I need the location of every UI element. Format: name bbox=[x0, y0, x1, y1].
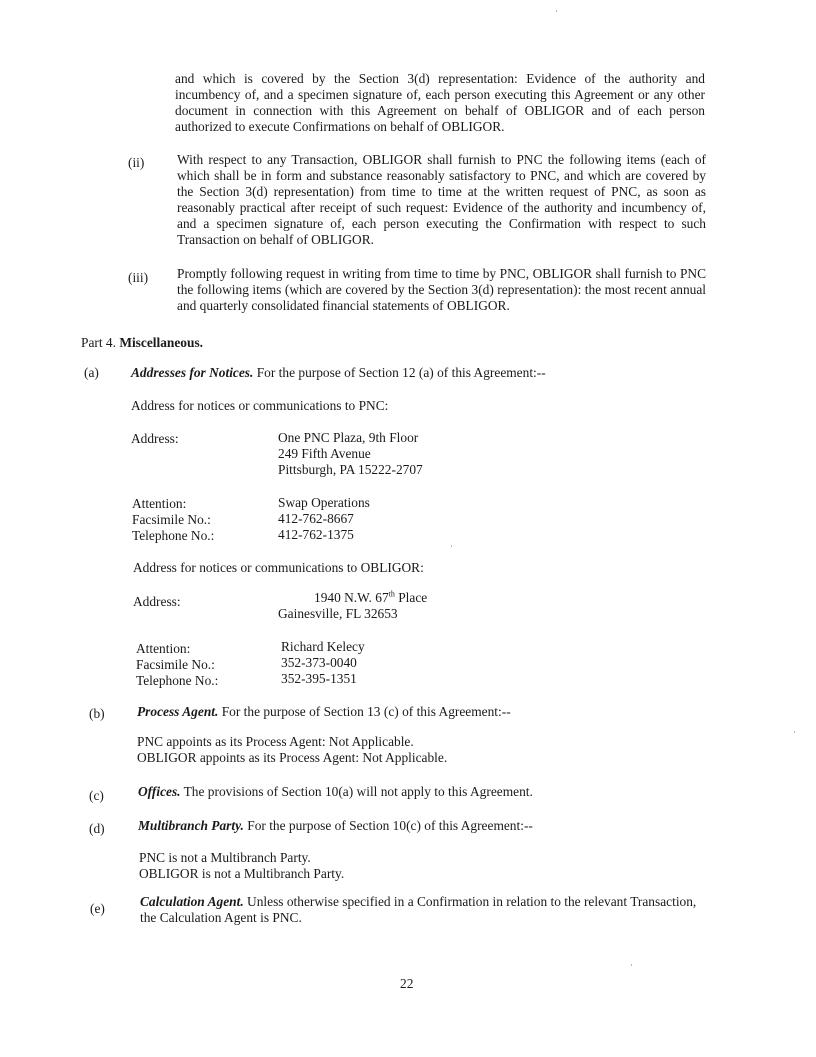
pnc-phone-value: 412-762-1375 bbox=[278, 527, 354, 542]
section-a-text: For the purpose of Section 12 (a) of this Agreement:-- bbox=[256, 365, 546, 380]
section-b-heading-line bbox=[137, 704, 511, 720]
section-a-heading-line bbox=[131, 365, 546, 381]
intro-paragraph bbox=[175, 71, 705, 135]
obligor-address-line-1-main: 1940 N.W. 67 bbox=[314, 590, 389, 605]
obligor-phone-label: Telephone No.: bbox=[136, 673, 219, 688]
obligor-phone-value: 352-395-1351 bbox=[281, 671, 357, 686]
pnc-attention-value: Swap Operations bbox=[278, 495, 370, 510]
section-d-lines bbox=[139, 850, 344, 882]
section-b-line-1: PNC appoints as its Process Agent: Not Applicable. bbox=[137, 734, 414, 749]
section-e-paragraph bbox=[140, 894, 696, 926]
scan-speck bbox=[556, 10, 557, 12]
section-b-label: (b) bbox=[89, 706, 105, 721]
section-d-heading: Multibranch Party. bbox=[138, 818, 244, 833]
pnc-contact-labels bbox=[132, 496, 214, 544]
scan-speck bbox=[794, 731, 795, 733]
section-a-heading: Addresses for Notices. bbox=[131, 365, 254, 380]
section-e-heading: Calculation Agent. bbox=[140, 894, 244, 909]
obligor-attention-label: Attention: bbox=[136, 641, 191, 656]
pnc-phone-label: Telephone No.: bbox=[132, 528, 215, 543]
obligor-contact-labels bbox=[136, 641, 218, 689]
section-a-label: (a) bbox=[84, 365, 99, 380]
obligor-address-line-2: Gainesville, FL 32653 bbox=[278, 606, 398, 621]
item-iii-paragraph bbox=[177, 266, 706, 314]
item-ii-text: With respect to any Transaction, OBLIGOR shall furnish to PNC the following items (each of which shall be in form and substance reasonably satisfactory to PNC, and which are covered by the Section 3(d) representation) from time to time at the written request of PNC, as soon as reasonably practical after receipt of such request: Evidence of the authority and incumbency of, and a specimen signature of, each person executing the Confirmation with respect to such Transaction on behalf of OBLIGOR. bbox=[177, 152, 706, 247]
item-ii-paragraph bbox=[177, 152, 706, 248]
obligor-address-ordinal: th bbox=[388, 589, 395, 599]
item-ii-label: (ii) bbox=[128, 155, 145, 170]
pnc-contact-values bbox=[278, 495, 370, 543]
obligor-address-label: Address: bbox=[133, 594, 181, 609]
section-e-label: (e) bbox=[90, 901, 105, 916]
section-b-heading: Process Agent. bbox=[137, 704, 219, 719]
pnc-fax-label: Facsimile No.: bbox=[132, 512, 211, 527]
section-d-line-2: OBLIGOR is not a Multibranch Party. bbox=[139, 866, 345, 881]
pnc-address-block bbox=[278, 430, 423, 478]
section-c-text: The provisions of Section 10(a) will not apply to this Agreement. bbox=[183, 784, 533, 799]
pnc-address-line-3: Pittsburgh, PA 15222-2707 bbox=[278, 462, 423, 477]
obligor-address-block bbox=[278, 590, 427, 622]
part4-heading bbox=[81, 335, 203, 351]
obligor-fax-label: Facsimile No.: bbox=[136, 657, 215, 672]
pnc-address-label: Address: bbox=[131, 431, 179, 446]
item-iii-label: (iii) bbox=[128, 270, 149, 285]
scan-speck bbox=[631, 964, 632, 966]
obligor-fax-value: 352-373-0040 bbox=[281, 655, 357, 670]
scan-speck bbox=[451, 545, 452, 547]
obligor-attention-value: Richard Kelecy bbox=[281, 639, 365, 654]
section-e-line-1 bbox=[140, 894, 696, 910]
pnc-address-line-2: 249 Fifth Avenue bbox=[278, 446, 371, 461]
section-e-line-2: the Calculation Agent is PNC. bbox=[140, 910, 302, 925]
section-d-line-1: PNC is not a Multibranch Party. bbox=[139, 850, 311, 865]
obligor-notice-intro: Address for notices or communications to OBLIGOR: bbox=[133, 560, 424, 575]
item-iii-text: Promptly following request in writing from time to time by PNC, OBLIGOR shall furnish to PNC the following items (which are covered by the Section 3(d) representation): the most recent annual and quarterly consolidated financial statements of OBLIGOR. bbox=[177, 266, 706, 313]
section-e-text-1: Unless otherwise specified in a Confirmation in relation to the relevant Transaction, bbox=[247, 894, 697, 909]
obligor-address-line-1-suffix: Place bbox=[394, 590, 428, 605]
page-number: 22 bbox=[400, 976, 414, 991]
section-d-heading-line bbox=[138, 818, 533, 834]
part4-title: Miscellaneous. bbox=[119, 335, 204, 350]
section-d-label: (d) bbox=[89, 821, 105, 836]
obligor-contact-values bbox=[281, 639, 365, 687]
pnc-notice-intro: Address for notices or communications to PNC: bbox=[131, 398, 389, 413]
part4-label: Part 4. bbox=[81, 335, 116, 350]
section-b-lines bbox=[137, 734, 447, 766]
pnc-attention-label: Attention: bbox=[132, 496, 187, 511]
section-d-text: For the purpose of Section 10(c) of this Agreement:-- bbox=[247, 818, 533, 833]
section-b-text: For the purpose of Section 13 (c) of this Agreement:-- bbox=[221, 704, 511, 719]
intro-paragraph-text: and which is covered by the Section 3(d) representation: Evidence of the authority and incumbency of, and a specimen signature of, each person executing this Agreement or any other document in connection with this Agreement on behalf of OBLIGOR and of each person authorized to execute Confirmations on behalf of OBLIGOR. bbox=[175, 71, 705, 134]
section-b-line-2: OBLIGOR appoints as its Process Agent: Not Applicable. bbox=[137, 750, 448, 765]
pnc-fax-value: 412-762-8667 bbox=[278, 511, 354, 526]
section-c-line bbox=[138, 784, 533, 800]
pnc-address-line-1: One PNC Plaza, 9th Floor bbox=[278, 430, 419, 445]
section-c-heading: Offices. bbox=[138, 784, 181, 799]
section-c-label: (c) bbox=[89, 788, 104, 803]
obligor-address-line-1 bbox=[278, 590, 427, 606]
